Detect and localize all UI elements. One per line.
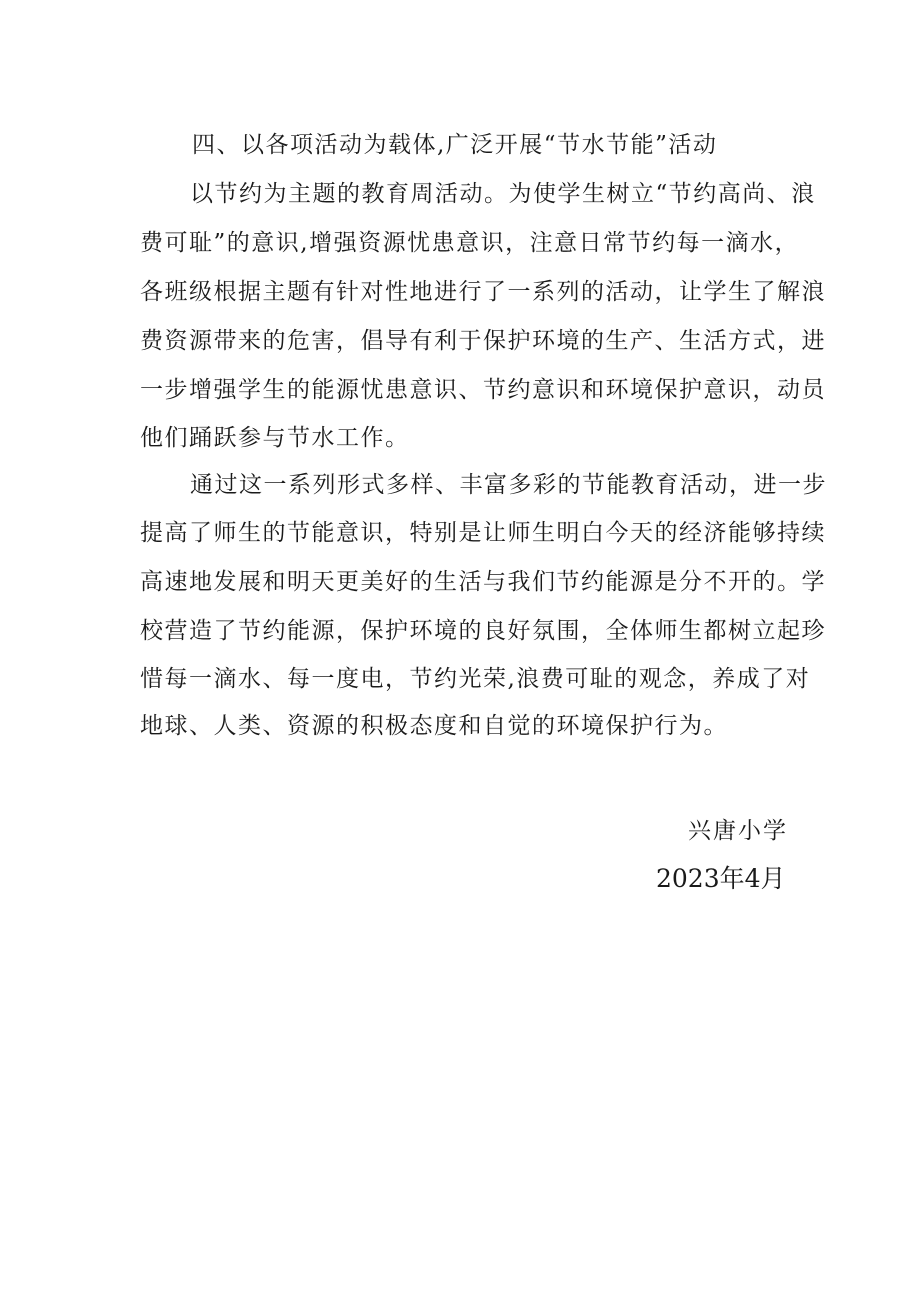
paragraph-line: 通过这一系列形式多样、丰富多彩的节能教育活动，进一步 — [190, 472, 827, 498]
section-heading: 四、以各项活动为载体,广泛开展“节水节能”活动 — [192, 132, 718, 158]
paragraph-line: 地球、人类、资源的积极态度和自觉的环境保护行为。 — [140, 713, 728, 739]
paragraph-line: 费可耻”的意识,增强资源忧患意识，注意日常节约每一滴水， — [140, 230, 800, 256]
paragraph-line: 高速地发展和明天更美好的生活与我们节约能源是分不开的。学 — [140, 569, 826, 595]
paragraph-line: 他们踊跃参与节水工作。 — [140, 425, 410, 451]
paragraph-line: 惜每一滴水、每一度电，节约光荣,浪费可耻的观念，养成了对 — [140, 666, 811, 692]
signature-school: 兴唐小学 — [688, 818, 788, 844]
signature-date: 2023年4月 — [656, 864, 786, 893]
paragraph-line: 以节约为主题的教育周活动。为使学生树立“节约高尚、浪 — [190, 181, 816, 207]
paragraph-line: 费资源带来的危害，倡导有利于保护环境的生产、生活方式，进 — [140, 328, 826, 354]
paragraph-line: 提高了师生的节能意识，特别是让师生明白今天的经济能够持续 — [140, 520, 826, 546]
paragraph-line: 一步增强学生的能源忧患意识、节约意识和环境保护意识，动员 — [140, 377, 826, 403]
paragraph-line: 校营造了节约能源，保护环境的良好氛围，全体师生都树立起珍 — [140, 618, 826, 644]
paragraph-line: 各班级根据主题有针对性地进行了一系列的活动，让学生了解浪 — [140, 279, 826, 305]
